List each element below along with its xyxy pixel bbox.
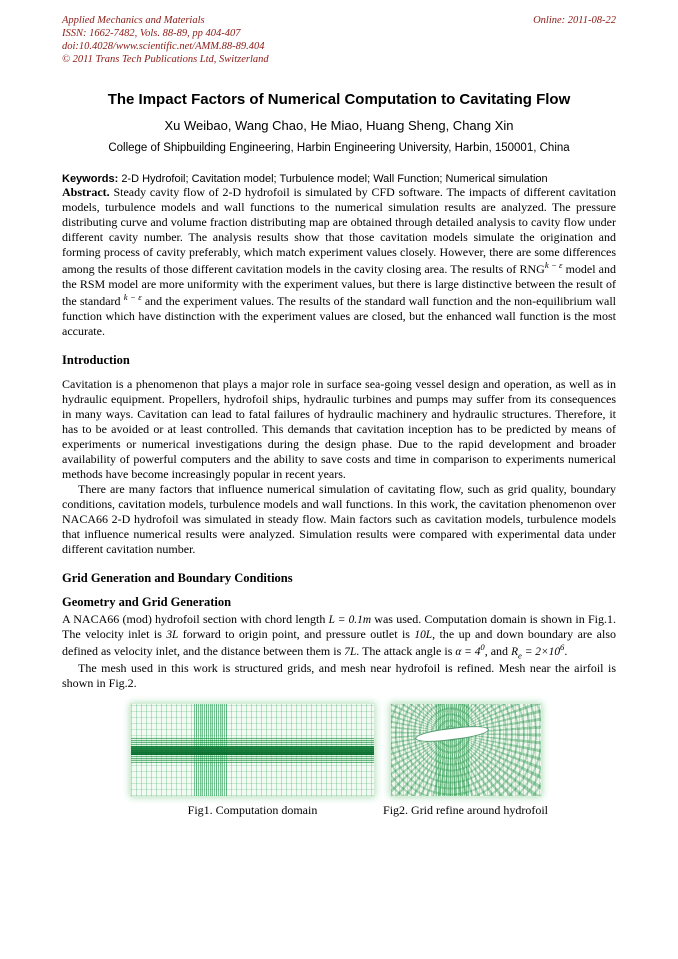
keywords-label: Keywords: <box>62 172 119 185</box>
figure2-column <box>383 703 548 818</box>
subsection-heading-geometry: Geometry and Grid Generation <box>62 594 232 609</box>
section-heading-introduction: Introduction <box>62 352 130 367</box>
mesh-paragraph: The mesh used in this work is structured grids, and mesh near hydrofoil is refined. Mesh near the airfoil is shown in Fig.2. <box>62 661 616 691</box>
geometry-paragraph: A NACA66 (mod) hydrofoil section with chord length L = 0.1m was used. Computation domain is shown in Fig.1. The velocity inlet is 3L forward to origin point, and pressure outlet is 10L, the up and down boundary are also defined as velocity inlet, and the distance between them is 7L. The attack angle is $\alpha = 4^0$, and $R_e = 2\times 10^6$. <box>62 611 616 661</box>
keywords-text: 2-D Hydrofoil; Cavitation model; Turbulence model; Wall Function; Numerical simulation <box>121 172 548 185</box>
journal-copyright: © 2011 Trans Tech Publications Ltd, Switzerland <box>62 54 269 66</box>
abstract-label: Abstract. <box>62 184 110 199</box>
journal-issn: ISSN: 1662-7482, Vols. 88-89, pp 404-407 <box>62 28 241 40</box>
figure-grid-refine <box>390 703 542 797</box>
journal-header <box>62 14 616 67</box>
figures-row <box>62 703 616 818</box>
affiliation-line: College of Shipbuilding Engineering, Harbin Engineering University, Harbin, 150001, China <box>108 141 570 154</box>
mesh-core-band <box>131 746 374 755</box>
journal-doi: doi:10.4028/www.scientific.net/AMM.88-89.404 <box>62 41 265 53</box>
fig1-caption: Fig1. Computation domain <box>187 803 318 818</box>
journal-header-left <box>62 14 269 67</box>
journal-name: Applied Mechanics and Materials <box>62 15 205 26</box>
paper-title: The Impact Factors of Numerical Computation to Cavitating Flow <box>107 90 571 108</box>
section-heading-grid-generation: Grid Generation and Boundary Conditions <box>62 570 293 585</box>
figure-computation-domain <box>130 703 375 797</box>
abstract-text: Steady cavity flow of 2-D hydrofoil is simulated by CFD software. The impacts of different cavitation models, turbulence models and wall functions to the numerical simulation results are analyzed. The pressure distributing curve and volume fraction distributing map are obtained through detailed analysis to cavity flow under different cavity number. The analysis results show that those cavitation models simulate the origination and forming process of cavity preferably, which match experiment values closely. However, there are some differences among the results of those different cavitation models in the cavity closing area. The results of $RNG^{k - \varepsilon}$ model and the RSM model are more uniformity with the experiment values, but there is large distinctive between the result of the standard $^{k - \varepsilon}$ and the experiment values. The results of the standard wall function and the non-equilibrium wall function which have distinction with the experiment values are closed, but the enhanced wall function is the most accurate. <box>62 184 617 338</box>
figure1-column <box>130 703 375 818</box>
abstract-paragraph <box>62 185 616 339</box>
intro-paragraph-2: There are many factors that influence numerical simulation of cavitating flow, such as grid quality, boundary conditions, cavitation models, turbulence models and wall functions. In this work, the cavitation phenomenon over NACA66 2-D hydrofoil was simulated in steady flow. Main factors such as cavitation models, turbulence models that influence numerical results were analyzed. Simulation results were compared with experimental data under different cavitation number. <box>62 481 616 556</box>
fig2-caption: Fig2. Grid refine around hydrofoil <box>383 803 548 818</box>
authors-line: Xu Weibao, Wang Chao, He Miao, Huang Sheng, Chang Xin <box>164 117 514 133</box>
online-date: Online: 2011-08-22 <box>533 15 616 26</box>
intro-paragraph-1: Cavitation is a phenomenon that plays a major role in surface sea-going vessel design and operation, as well as in hydraulic equipment. Propellers, hydrofoil ships, hydraulic turbines and pumps may suffer from its consequences in many ways. Cavitation can lead to fatal failures of hydraulic machinery and hydraulic structures. Therefore, it has to be avoided or at least controlled. This demands that cavitation inception has to be predicted by means of experiments or numerical investigations during the design phase. Due to the rapid development and broader availability of powerful computers and the ability to save costs and time in comparison to experiments numerical methods have become increasingly popular in recent years. <box>62 376 616 481</box>
keywords-line <box>62 173 616 185</box>
mesh-refine-band <box>436 704 469 796</box>
